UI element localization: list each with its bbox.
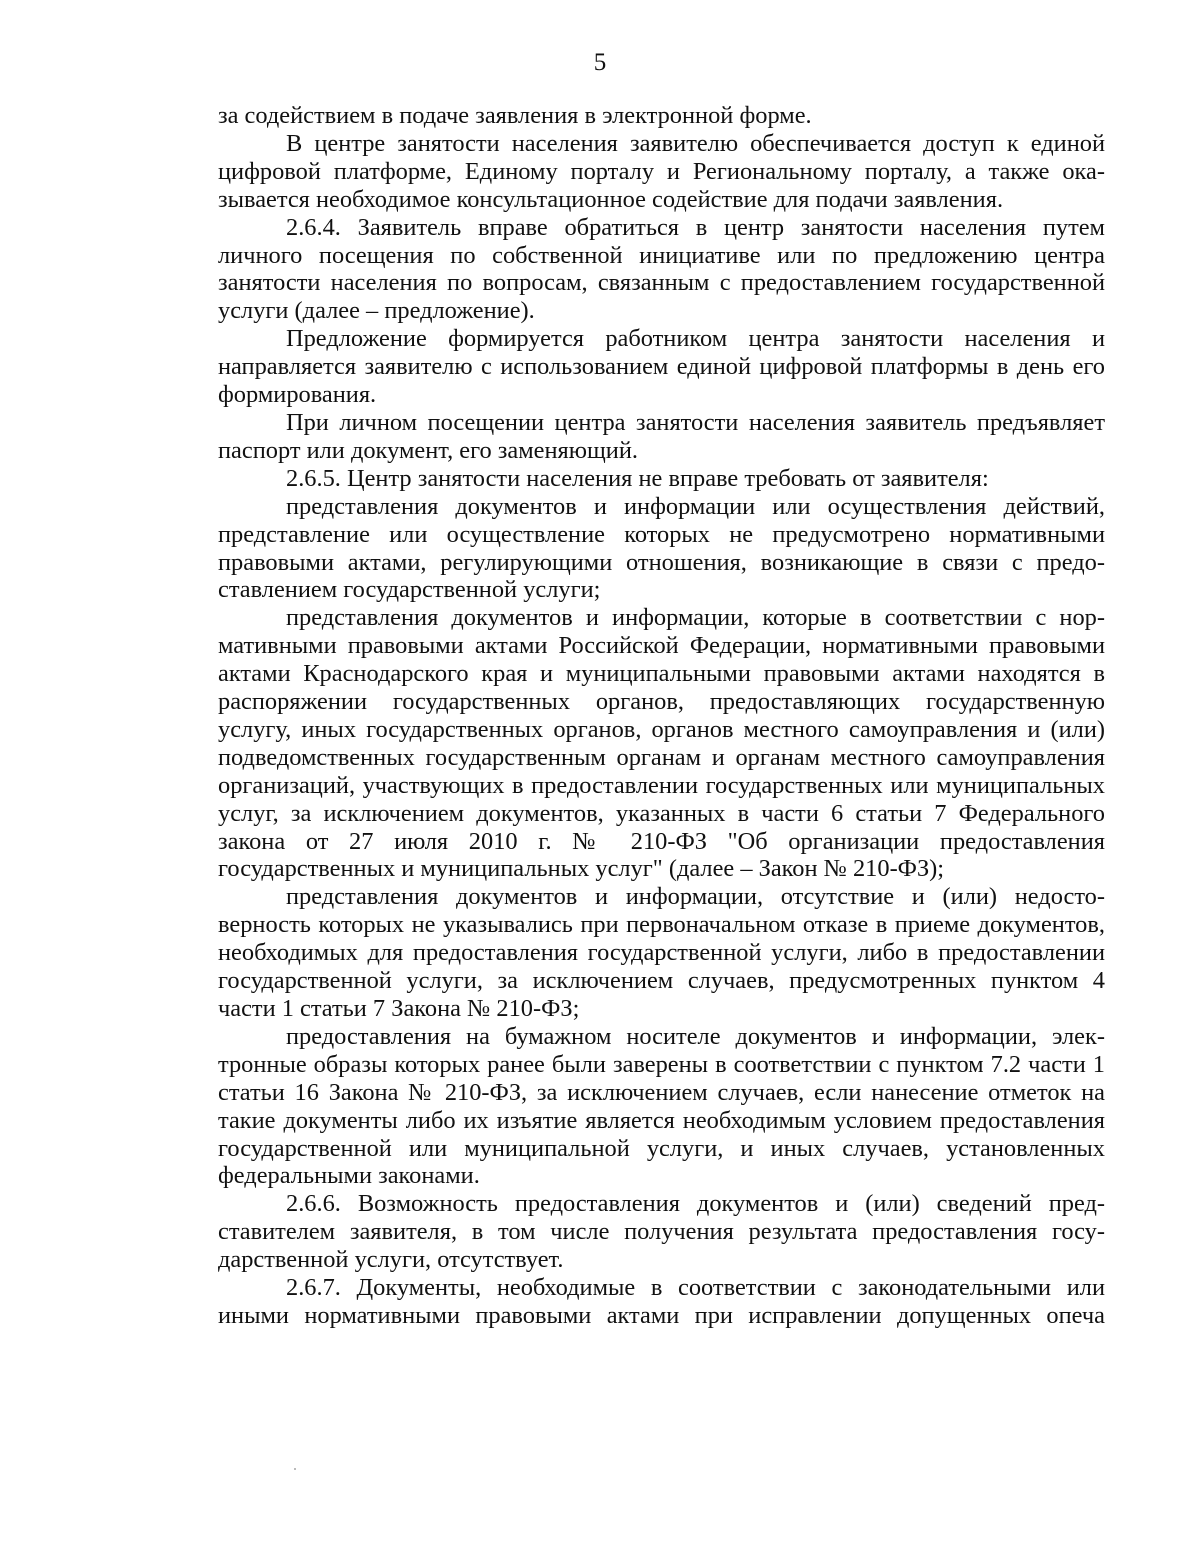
paragraph-2-6-5: 2.6.5. Центр занятости населения не вправе требовать от заявителя: [286,464,989,492]
paragraph-center-access: В центре занятости населения заявителю обеспечивается доступ к единой цифровой платформе, Единому порталу и Региональному порталу, а также оказывается необходимое консультационное содействие для подачи заявления. [218,129,1105,213]
paragraph-2-6-6: 2.6.6. Возможность предоставления документов и (или) сведений представителем заявителя, в том числе получения результата предоставления государственной услуги, отсутствует. [218,1190,1105,1274]
paragraph-requirement-1: представления документов и информации или осуществления действий, представление или осуществление которых не предусмотрено нормативными правовыми актами, регулирующими отношения, возникающие в связи с предоставлением государственной услуги; [218,492,1105,604]
paragraph-2-6-4: 2.6.4. Заявитель вправе обратиться в центр занятости населения путем личного посещения по собственной инициативе или по предложению центра занятости населения по вопросам, связанным с предоставлением государственной услуги (далее – предложение). [218,213,1105,325]
paragraph-2-6-7: 2.6.7. Документы, необходимые в соответствии с законодательными или иными нормативными правовыми актами при исправлении допущенных опеча [218,1274,1105,1329]
paragraph-personal-visit: При личном посещении центра занятости населения заявитель предъявляет паспорт или документ, его заменяющий. [218,408,1105,464]
paragraph-requirement-4: предоставления на бумажном носителе документов и информации, электронные образы которых ранее были заверены в соответствии с пунктом 7.2 части 1 статьи 16 Закона № 210-ФЗ, за исключением случаев, если нанесение отметок на такие документы либо их изъятие является необходимым условием предоставления государственной или муниципальной услуги, и иных случаев, установленных федеральными законами. [218,1022,1105,1190]
paragraph-requirement-2: представления документов и информации, которые в соответствии с нормативными правовыми актами Российской Федерации, нормативными правовыми актами Краснодарского края и муниципальными правовыми актами находятся в распоряжении государственных органов, предоставляющих государственную услугу, иных государственных органов, органов местного самоуправления и (или) подведомственных государственным органам и органам местного самоуправления организаций, участвующих в предоставлении государственных или муниципальных услуг, за исключением документов, указанных в части 6 статьи 7 Федерального закона от 27 июля 2010 г. № 210-ФЗ "Об организации предоставления государственных и муниципальных услуг" (далее – Закон № 210-ФЗ); [218,604,1105,883]
paragraph-continuation: за содействием в подаче заявления в электронной форме. [218,102,812,129]
page-number: 5 [593,49,607,76]
scan-speck [294,1468,296,1470]
document-body [218,102,1105,1330]
paragraph-proposal: Предложение формируется работником центра занятости населения и направляется заявителю с использованием единой цифровой платформы в день его формирования. [218,325,1105,409]
paragraph-requirement-3: представления документов и информации, отсутствие и (или) недостоверность которых не указывались при первоначальном отказе в приеме документов, необходимых для предоставления государственной услуги, либо в предоставлении государственной услуги, за исключением случаев, предусмотренных пунктом 4 части 1 статьи 7 Закона № 210-ФЗ; [218,883,1105,1022]
